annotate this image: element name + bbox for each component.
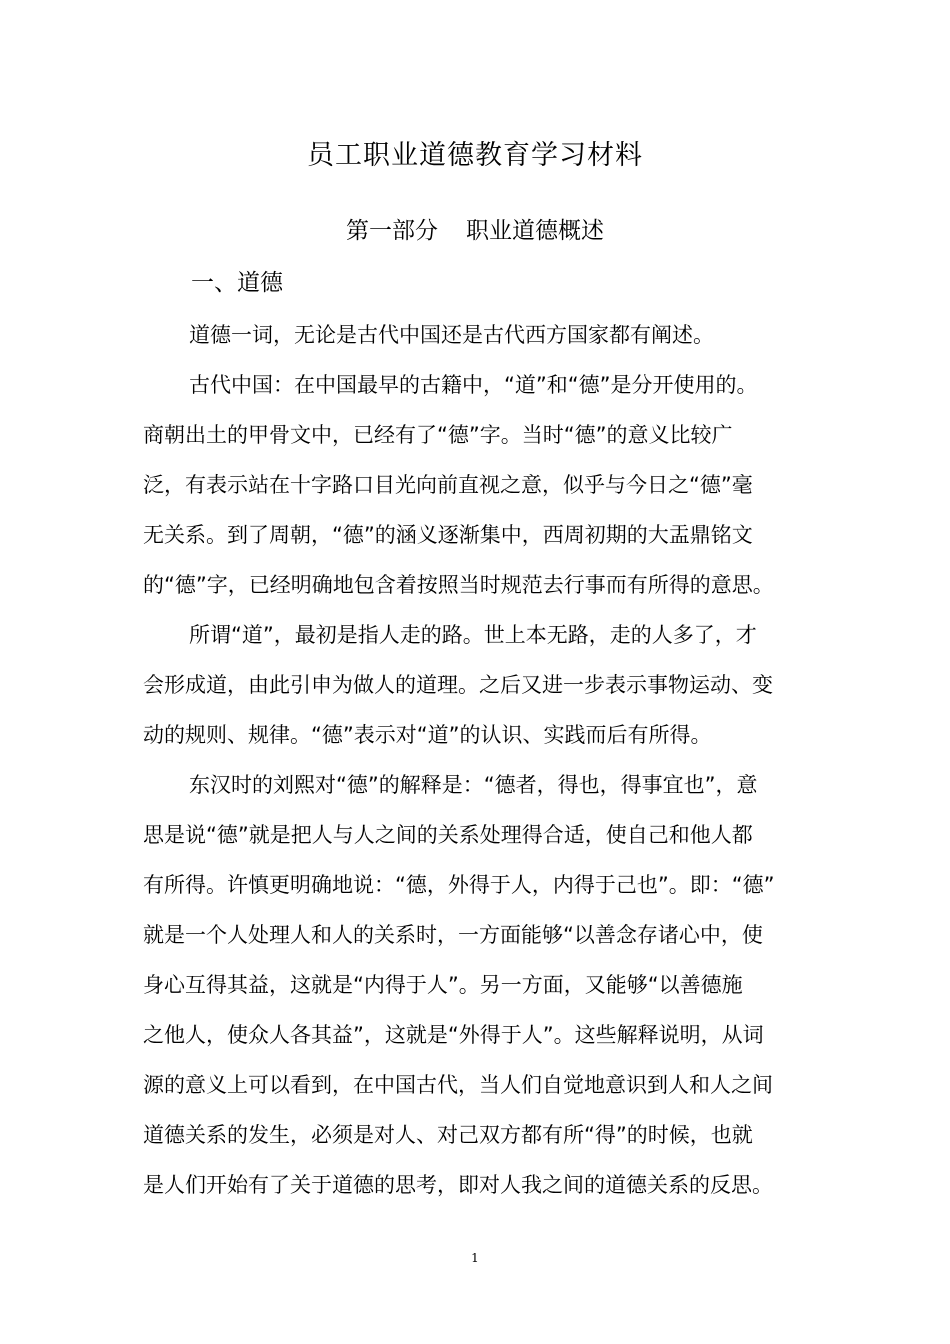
- paragraph-line: 有所得。许慎更明确地说：“德，外得于人，内得于己也”。即：“德”: [143, 873, 775, 897]
- paragraph-line: 思是说“德”就是把人与人之间的关系处理得合适，使自己和他人都: [143, 823, 753, 847]
- paragraph-line: 无关系。到了周朝，“德”的涵义逐渐集中，西周初期的大盂鼎铭文: [143, 523, 753, 547]
- document-title: 员工职业道德教育学习材料: [307, 140, 643, 171]
- body-text: [143, 310, 811, 1210]
- paragraph-line: 古代中国：在中国最早的古籍中，“道”和“德”是分开使用的。: [189, 373, 758, 397]
- part-title: [0, 214, 950, 248]
- paragraph-line: 东汉时的刘熙对“德”的解释是：“德者，得也，得事宜也”，意: [189, 773, 758, 797]
- paragraph-line: 之他人，使众人各其益”，这就是“外得于人”。这些解释说明，从词: [143, 1023, 764, 1047]
- part-name: 职业道德概述: [466, 218, 604, 244]
- paragraph-line: 泛，有表示站在十字路口目光向前直视之意，似乎与今日之“德”毫: [143, 473, 753, 497]
- paragraph-line: 所谓“道”，最初是指人走的路。世上本无路，走的人多了，才: [189, 623, 757, 647]
- paragraph-line: 身心互得其益，这就是“内得于人”。另一方面，又能够“以善德施: [143, 973, 743, 997]
- paragraph-line: 是人们开始有了关于道德的思考，即对人我之间的道德关系的反思。: [143, 1173, 773, 1197]
- paragraph-line: 源的意义上可以看到，在中国古代，当人们自觉地意识到人和人之间: [143, 1073, 773, 1097]
- part-number: 第一部分: [346, 218, 438, 244]
- paragraph-line: 道德关系的发生，必须是对人、对己双方都有所“得”的时候，也就: [143, 1123, 753, 1147]
- paragraph-line: 的“德”字，已经明确地包含着按照当时规范去行事而有所得的意思。: [143, 573, 774, 597]
- paragraph-line: 道德一词，无论是古代中国还是古代西方国家都有阐述。: [189, 323, 714, 347]
- paragraph-line: 就是一个人处理人和人的关系时，一方面能够“以善念存诸心中，使: [143, 923, 763, 947]
- section-heading: 一、道德: [191, 270, 283, 296]
- paragraph-line: 会形成道，由此引申为做人的道理。之后又进一步表示事物运动、变: [143, 673, 773, 697]
- page-number: 1: [471, 1251, 479, 1265]
- paragraph-line: 商朝出土的甲骨文中，已经有了“德”字。当时“德”的意义比较广: [143, 423, 733, 447]
- paragraph-line: 动的规则、规律。“德”表示对“道”的认识、实践而后有所得。: [143, 723, 712, 747]
